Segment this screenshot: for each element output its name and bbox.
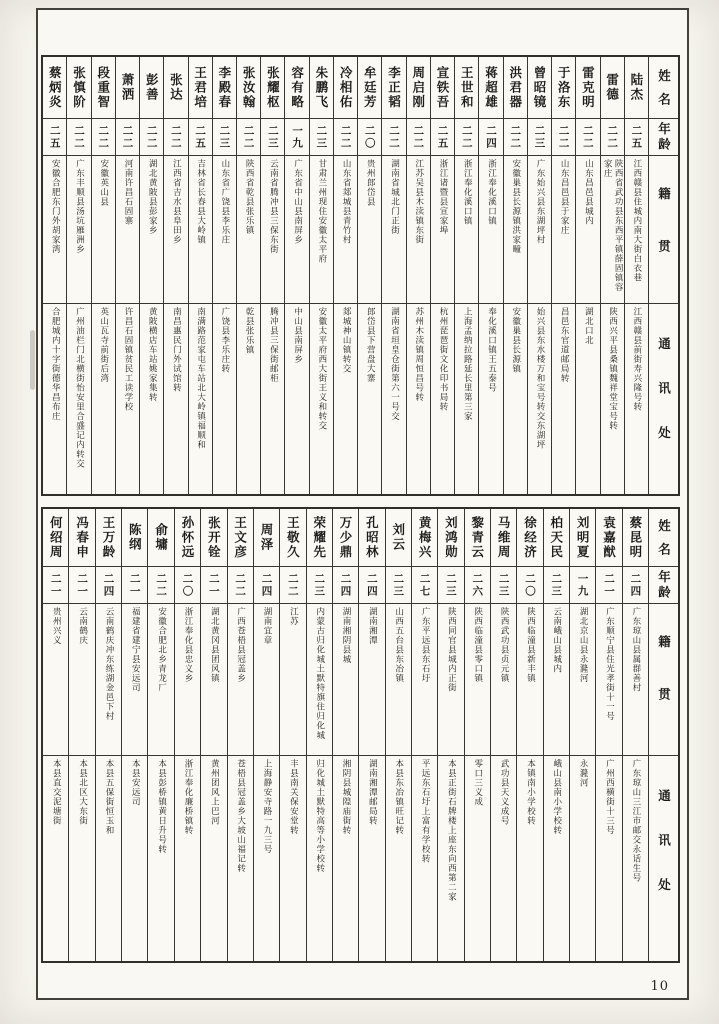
person-name: 萧洒: [116, 57, 139, 119]
person-column: [200, 509, 226, 961]
person-column: [437, 509, 463, 961]
person-origin: 吉林省长春县大岭镇: [189, 156, 212, 304]
person-origin: 云南峨山县城内: [544, 604, 569, 756]
person-age: 二二: [140, 119, 163, 156]
person-age: 二五: [431, 119, 454, 156]
person-address: 湖南湘潭邮局转: [367, 759, 378, 826]
person-column: [600, 57, 624, 494]
person-column: [358, 509, 384, 961]
person-age: 二五: [625, 119, 648, 156]
person-column: [569, 509, 595, 961]
person-origin: 湖南湘阴县城: [333, 604, 358, 756]
person-name: 王文彦: [228, 509, 253, 567]
person-address: 广东琼山三江市邮交永话生号: [630, 759, 641, 883]
person-address: 苍梧县冠盖乡大坡山福记转: [235, 759, 246, 873]
person-age: 二二: [164, 119, 187, 156]
person-origin: 广东丰顺县汤坑雁洲乡: [67, 156, 90, 304]
header-origin-label: 籍贯: [656, 635, 672, 740]
person-origin: 安徽英山县: [92, 156, 115, 304]
person-address: 始兴县东水楼万和宝号转交东湖坪: [534, 307, 545, 450]
person-origin: 云南鹤庆: [69, 604, 94, 756]
person-address: 广州西横街十三号: [604, 759, 615, 835]
person-name: 彭善: [140, 57, 163, 119]
person-column: [411, 509, 437, 961]
person-address: 武功县天义成号: [499, 759, 510, 826]
person-address: 黄州团风上巴河: [209, 759, 220, 826]
person-address: 昌邑东官道邮局转: [559, 307, 570, 383]
person-age: 二三: [310, 119, 333, 156]
person-origin: 山东省郯城县青竹村: [334, 156, 357, 304]
person-origin: 浙江奉化溪口镇: [479, 156, 502, 304]
person-origin: 广东琼山县属群善村: [623, 604, 648, 756]
person-age: 二〇: [358, 119, 381, 156]
person-name: 雷克明: [576, 57, 599, 119]
person-column: [527, 57, 551, 494]
person-name: 马维周: [491, 509, 516, 567]
person-age: 二二: [455, 119, 478, 156]
person-origin: 内蒙古归化城土默特旗住归化城: [307, 604, 332, 756]
person-origin: 江苏: [280, 604, 305, 756]
person-age: 二四: [333, 567, 358, 604]
person-address: 广州油栏门北横街怡安里合盛记内转交: [74, 307, 85, 469]
person-name: 张耀枢: [261, 57, 284, 119]
person-name: 宣铁吾: [431, 57, 454, 119]
header-age-label: 年龄: [656, 569, 672, 601]
person-name: 孔昭林: [359, 509, 384, 567]
person-name: 牟廷芳: [358, 57, 381, 119]
person-name: 刘明夏: [570, 509, 595, 567]
person-name: 蔡昆明: [623, 509, 648, 567]
person-age: 二〇: [517, 567, 542, 604]
person-name: 雷德: [601, 57, 624, 119]
person-column: [236, 57, 260, 494]
person-address: 浙江奉化廉桥镇转: [182, 759, 193, 835]
person-column: [516, 509, 542, 961]
person-origin: 湖南湘潭: [359, 604, 384, 756]
person-column: [174, 509, 200, 961]
person-name: 王敬久: [280, 509, 305, 567]
person-address: 湖南省垣皇仓街第六一号交: [389, 307, 400, 421]
person-age: 二四: [254, 567, 279, 604]
person-address: 本县直交泥塘街: [51, 759, 62, 826]
person-column: [385, 509, 411, 961]
person-name: 李正韬: [382, 57, 405, 119]
person-address: 零口三义成: [472, 759, 483, 807]
person-column: [260, 57, 284, 494]
person-name: 段重智: [92, 57, 115, 119]
person-address: 本县北区大东街: [77, 759, 88, 826]
person-name: 于洛东: [552, 57, 575, 119]
header-address-cell: [649, 304, 678, 494]
person-name: 陈纲: [122, 509, 147, 567]
person-address: 本县安远司: [130, 759, 141, 807]
person-address: 上海孟纳拉路延长里第三家: [462, 307, 473, 421]
person-age: 二四: [96, 567, 121, 604]
person-origin: 河南许昌石固寨: [116, 156, 139, 304]
person-origin: 江苏吴县木渎镇东街: [407, 156, 430, 304]
person-age: 二二: [552, 119, 575, 156]
person-name: 柏天民: [544, 509, 569, 567]
person-age: 二二: [148, 567, 173, 604]
person-address: 湘阴县城隍庙街转: [341, 759, 352, 835]
person-origin: 江西赣县住城内南大街白衣巷: [625, 156, 648, 304]
person-origin: 广东顺宁县住光孝街十一号: [596, 604, 621, 756]
person-address: 合肥城内十字街德华昌布庄: [50, 307, 61, 421]
person-origin: 浙江奉化溪口镇: [455, 156, 478, 304]
scan-smudge: [30, 330, 35, 390]
person-origin: 湖南宜章: [254, 604, 279, 756]
person-column: [430, 57, 454, 494]
person-origin: 陕西同官县城内正街: [438, 604, 463, 756]
person-column: [68, 509, 94, 961]
person-column: [139, 57, 163, 494]
header-name-cell: [649, 509, 678, 567]
person-address: 杭州琵琶街文化印书局转: [438, 307, 448, 412]
person-column: [253, 509, 279, 961]
person-origin: 云南省腾冲县三保东街: [261, 156, 284, 304]
person-address: 南满路范家屯车站北大岭镇福顺和: [195, 307, 206, 450]
person-name: 张慎阶: [67, 57, 90, 119]
person-column: [284, 57, 308, 494]
person-column: [575, 57, 599, 494]
person-name: 蔡炳炎: [43, 57, 66, 119]
person-origin: 安徽合肥东门外胡家湾: [43, 156, 66, 304]
page-number: 10: [650, 979, 669, 994]
person-address: 湖北口北: [583, 307, 594, 345]
header-age-cell: [649, 119, 678, 156]
person-age: 一九: [285, 119, 308, 156]
person-address: 本镇南小学校转: [525, 759, 536, 826]
person-column: [66, 57, 90, 494]
person-origin: 陕西省乾县张乐镇: [237, 156, 260, 304]
person-age: 二三: [307, 567, 332, 604]
person-name: 王万龄: [96, 509, 121, 567]
person-origin: 甘肃兰州现住安徽太平府: [310, 156, 333, 304]
person-name: 万少鼎: [333, 509, 358, 567]
person-address: 广饶县李乐庄转: [219, 307, 230, 374]
person-column: [115, 57, 139, 494]
person-origin: 江西省吉水县阜田乡: [164, 156, 187, 304]
person-address: 郯城神山镇转交: [341, 307, 352, 374]
person-origin: 山东昌邑县城内: [576, 156, 599, 304]
person-age: 二二: [334, 119, 357, 156]
person-column: [333, 57, 357, 494]
person-column: [478, 57, 502, 494]
person-age: 二二: [280, 567, 305, 604]
person-age: 二五: [43, 119, 66, 156]
person-column: [490, 509, 516, 961]
person-age: 二二: [237, 119, 260, 156]
person-column: [551, 57, 575, 494]
header-address-label: 通讯处: [656, 789, 672, 923]
person-name: 王世和: [455, 57, 478, 119]
person-age: 二〇: [175, 567, 200, 604]
person-column: [188, 57, 212, 494]
person-address: 中山县南屏乡: [292, 307, 303, 364]
person-address: 丰县南关保安堂转: [288, 759, 299, 835]
person-age: 二三: [438, 567, 463, 604]
person-name: 张开铨: [201, 509, 226, 567]
person-name: 张达: [164, 57, 187, 119]
person-name: 孙怀远: [175, 509, 200, 567]
person-origin: 广东省中山县南屏乡: [285, 156, 308, 304]
person-age: 二一: [596, 567, 621, 604]
header-name-label: 姓名: [656, 69, 672, 116]
row-header-column: [648, 509, 678, 961]
person-age: 二四: [359, 567, 384, 604]
person-column: [357, 57, 381, 494]
header-age-label: 年龄: [656, 121, 672, 153]
person-age: 一九: [570, 567, 595, 604]
person-name: 蒋超雄: [479, 57, 502, 119]
person-age: 二一: [43, 567, 68, 604]
person-origin: 陕西临潼县新丰镇: [517, 604, 542, 756]
person-name: 容有略: [285, 57, 308, 119]
person-age: 二二: [116, 119, 139, 156]
person-origin: 湖北京山县永漋河: [570, 604, 595, 756]
person-column: [309, 57, 333, 494]
person-age: 二三: [491, 567, 516, 604]
person-address: 本县东冶镇旺记转: [393, 759, 404, 835]
person-origin: 山东省广饶县李乐庄: [213, 156, 236, 304]
person-address: 陕西兴平县桑镇魏祥堂宝号转: [607, 307, 618, 431]
person-origin: 浙江奉化县忠义乡: [175, 604, 200, 756]
person-column: [212, 57, 236, 494]
person-name: 王君培: [189, 57, 212, 119]
person-address: 本县正街石牌楼上座东向西第二家: [446, 759, 457, 902]
person-column: [91, 57, 115, 494]
person-address: 郎岱县下营盘大寨: [365, 307, 376, 383]
person-column: [306, 509, 332, 961]
person-address: 许昌石固镇贫民工读学校: [122, 307, 133, 412]
person-age: 二五: [189, 119, 212, 156]
person-column: [503, 57, 527, 494]
person-address: 江西赣县前街寿兴隆号转: [631, 307, 642, 412]
person-age: 二三: [528, 119, 551, 156]
person-address: 奉化溪口镇王五泰号: [486, 307, 497, 393]
person-address: 安徽太平府西大街王义和转交: [316, 307, 327, 431]
person-age: 二六: [465, 567, 490, 604]
person-origin: 广东平远县东石圩: [412, 604, 437, 756]
person-name: 俞墉: [148, 509, 173, 567]
person-address: 黄陂横店车站姚家集转: [147, 307, 158, 402]
person-age: 二一: [122, 567, 147, 604]
person-column: [43, 509, 68, 961]
header-origin-cell: [649, 604, 678, 756]
row-header-column: [648, 57, 678, 494]
person-name: 曾昭镜: [528, 57, 551, 119]
header-origin-label: 籍贯: [656, 187, 672, 292]
person-age: 二七: [412, 567, 437, 604]
person-origin: 贵州兴义: [43, 604, 68, 756]
person-age: 二三: [544, 567, 569, 604]
roster-table-top: [41, 55, 680, 496]
person-address: 归化城土默特高等小学校转: [314, 759, 325, 873]
person-origin: 陕西武功县贞元镇: [491, 604, 516, 756]
person-origin: 浙江诸暨县宣家埠: [431, 156, 454, 304]
person-address: 腾冲县三保街邮柜: [268, 307, 279, 383]
person-name: 冷相佑: [334, 57, 357, 119]
person-column: [43, 57, 66, 494]
person-column: [332, 509, 358, 961]
person-origin: 陕西省武功县东西平镇薛固镇容家庄: [601, 156, 624, 304]
header-age-cell: [649, 567, 678, 604]
person-name: 黎青云: [465, 509, 490, 567]
person-origin: 山东昌邑县于家庄: [552, 156, 575, 304]
person-age: 二二: [601, 119, 624, 156]
roster-table-bottom: [41, 507, 680, 963]
person-address: 平远东石圩上富有学校转: [420, 759, 431, 864]
person-origin: 广东始兴县东湖坪村: [528, 156, 551, 304]
person-age: 二二: [92, 119, 115, 156]
person-origin: 安徽合肥北乡青龙厂: [148, 604, 173, 756]
person-origin: 湖北黄冈县团风镇: [201, 604, 226, 756]
person-column: [595, 509, 621, 961]
person-age: 二三: [213, 119, 236, 156]
person-origin: 广西苍梧县冠盖乡: [228, 604, 253, 756]
person-name: 洪君器: [504, 57, 527, 119]
person-column: [163, 57, 187, 494]
person-age: 二一: [69, 567, 94, 604]
person-age: 二三: [386, 567, 411, 604]
person-address: 永漋河: [578, 759, 589, 788]
person-column: [279, 509, 305, 961]
person-origin: 安徽巢县长源镇洪家疃: [504, 156, 527, 304]
person-column: [454, 57, 478, 494]
person-column: [227, 509, 253, 961]
person-name: 徐经济: [517, 509, 542, 567]
person-age: 二二: [382, 119, 405, 156]
person-origin: 湖北黄陂县彭家乡: [140, 156, 163, 304]
person-name: 李殿春: [213, 57, 236, 119]
person-column: [121, 509, 147, 961]
person-age: 二四: [623, 567, 648, 604]
person-name: 荣耀先: [307, 509, 332, 567]
person-column: [464, 509, 490, 961]
header-origin-cell: [649, 156, 678, 304]
person-name: 张汝翰: [237, 57, 260, 119]
person-age: 二二: [407, 119, 430, 156]
person-column: [622, 509, 648, 961]
person-column: [95, 509, 121, 961]
person-age: 二二: [576, 119, 599, 156]
person-origin: 云南鹤庆冲东练湖金邑下村: [96, 604, 121, 756]
person-address: 安徽巢县长源镇: [510, 307, 521, 374]
person-origin: 福建省建宁县安远司: [122, 604, 147, 756]
person-address: 本县五保街恒玉和: [103, 759, 114, 835]
person-age: 二二: [504, 119, 527, 156]
person-name: 周泽: [254, 509, 279, 567]
person-name: 冯春申: [69, 509, 94, 567]
header-name-label: 姓名: [656, 519, 672, 566]
person-age: 二二: [67, 119, 90, 156]
person-column: [543, 509, 569, 961]
person-age: 二二: [228, 567, 253, 604]
person-origin: 湖南省城北门正街: [382, 156, 405, 304]
person-column: [406, 57, 430, 494]
person-address: 苏州木渎镇周恒昌号转: [413, 307, 424, 402]
person-address: 峨山县南小学校转: [551, 759, 562, 835]
person-name: 刘云: [386, 509, 411, 567]
person-column: [147, 509, 173, 961]
person-origin: 贵州郎岱县: [358, 156, 381, 304]
person-age: 二一: [201, 567, 226, 604]
person-age: 二三: [261, 119, 284, 156]
person-name: 黄梅兴: [412, 509, 437, 567]
header-name-cell: [649, 57, 678, 119]
person-address: 英山瓦寺前街后湾: [98, 307, 109, 383]
person-name: 何绍周: [43, 509, 68, 567]
person-name: 周启刚: [407, 57, 430, 119]
person-origin: 陕西临潼县零口镇: [465, 604, 490, 756]
header-address-label: 通讯处: [656, 337, 672, 471]
person-name: 刘鸿勋: [438, 509, 463, 567]
person-column: [381, 57, 405, 494]
person-address: 本县彭桥镇黄日升号转: [156, 759, 167, 854]
person-column: [624, 57, 648, 494]
person-name: 袁嘉猷: [596, 509, 621, 567]
person-age: 二四: [479, 119, 502, 156]
person-address: 上海静安寺路一九三号: [262, 759, 273, 854]
person-origin: 山西五台县东冶镇: [386, 604, 411, 756]
person-name: 朱鹏飞: [310, 57, 333, 119]
person-name: 陆杰: [625, 57, 648, 119]
person-address: 乾县张乐镇: [244, 307, 255, 355]
header-address-cell: [649, 756, 678, 961]
person-address: 南昌惠民门外试馆转: [171, 307, 182, 393]
